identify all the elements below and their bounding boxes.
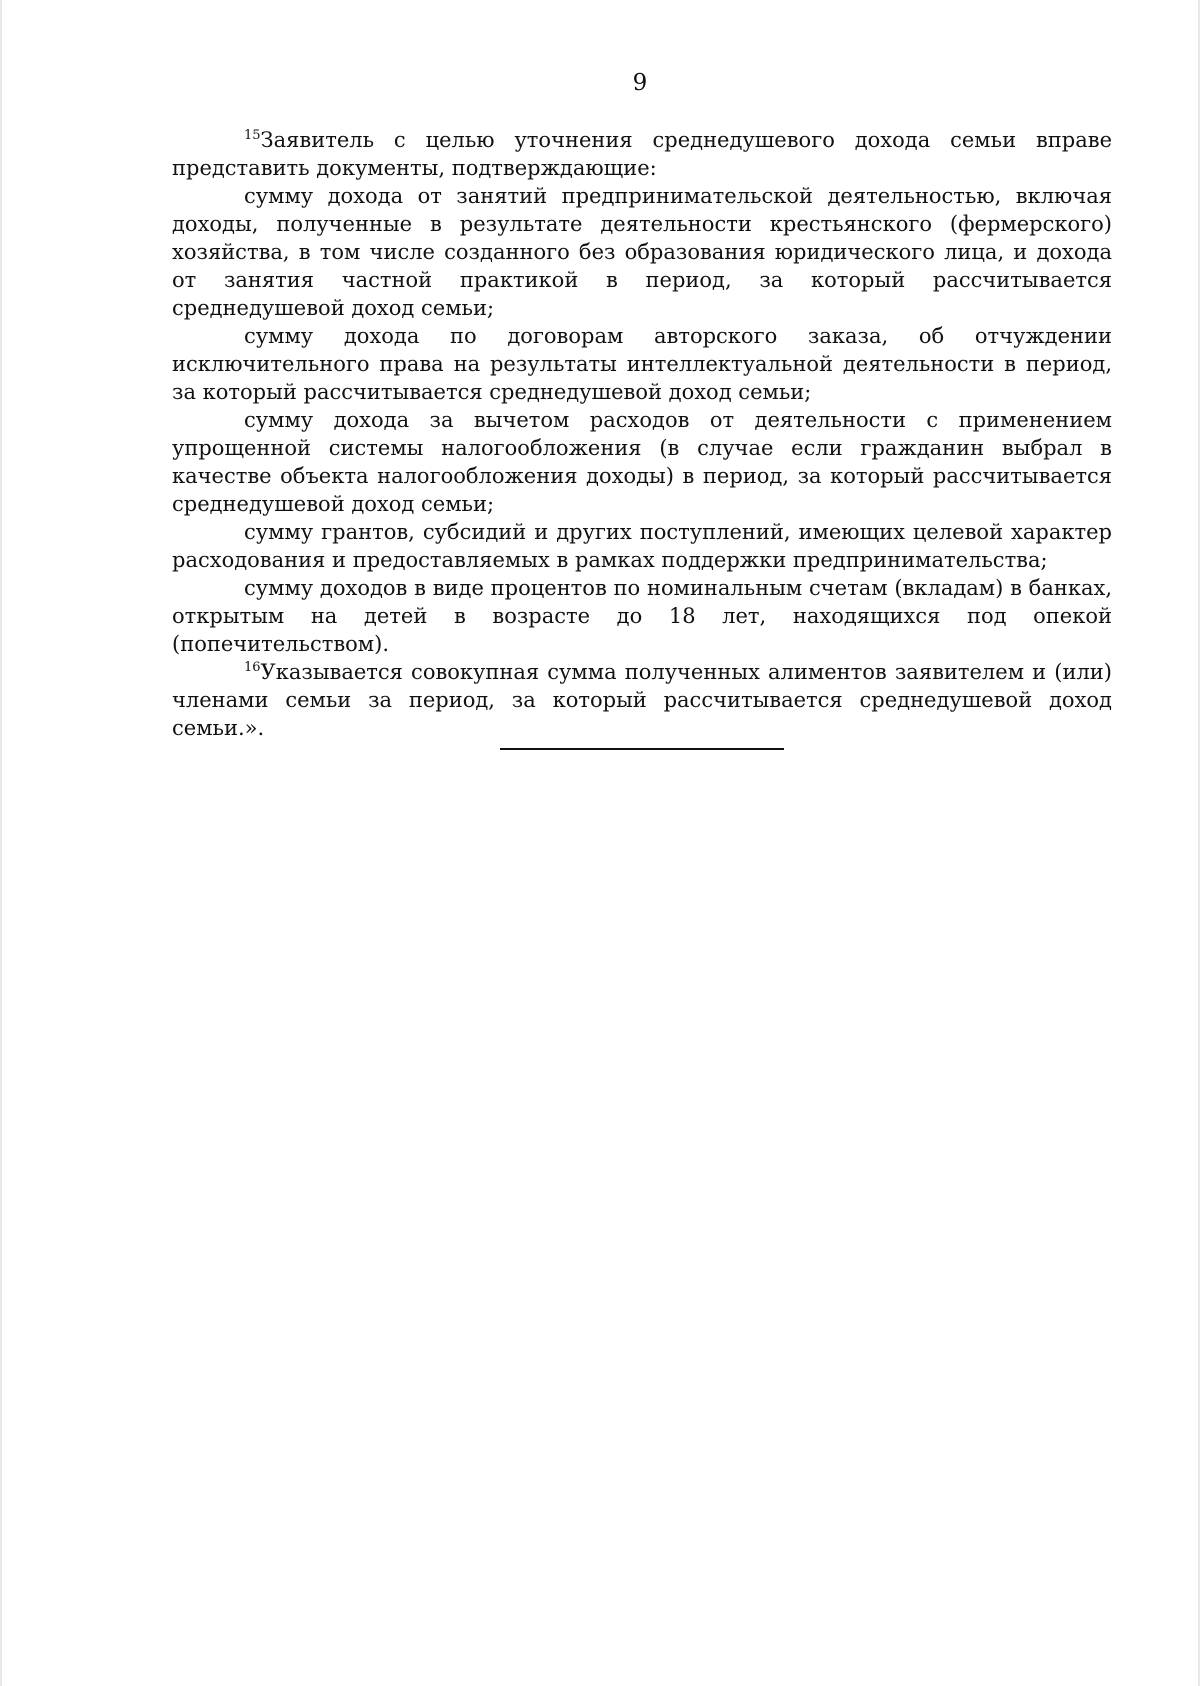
grants-text: сумму грантов, субсидий и других поступлений, имеющих целевой характер расходования и предоставляемых в рамках поддержки предпринимательства; xyxy=(172,520,1112,572)
end-separator-line xyxy=(500,748,784,750)
footnote-marker-15: 15 xyxy=(244,128,261,143)
author-contract-text: сумму дохода по договорам авторского заказа, об отчуждении исключительного права на результаты интеллектуальной деятельности в период, за который рассчитывается среднедушевой доход семьи; xyxy=(172,324,1112,404)
footnote-16-paragraph xyxy=(172,658,1112,742)
interest-income-paragraph xyxy=(172,574,1112,658)
footnote-15-text: Заявитель с целью уточнения среднедушевого дохода семьи вправе представить документы, подтверждающие: xyxy=(172,128,1112,180)
scan-edge-left xyxy=(0,0,2,1686)
simplified-tax-paragraph xyxy=(172,406,1112,518)
business-income-text: сумму дохода от занятий предпринимательской деятельностью, включая доходы, полученные в результате деятельности крестьянского (фермерского) хозяйства, в том числе созданного без образования юридического лица, и дохода от занятия частной практикой в период, за который рассчитывается среднедушевой доход семьи; xyxy=(172,184,1112,320)
interest-income-text: сумму доходов в виде процентов по номинальным счетам (вкладам) в банках, открытым на детей в возрасте до 18 лет, находящихся под опекой (попечительством). xyxy=(172,576,1112,656)
simplified-tax-text: сумму дохода за вычетом расходов от деятельности с применением упрощенной системы налогообложения (в случае если гражданин выбрал в качестве объекта налогообложения доходы) в период, за который рассчитывается среднедушевой доход семьи; xyxy=(172,408,1112,516)
business-income-paragraph xyxy=(172,182,1112,322)
grants-paragraph xyxy=(172,518,1112,574)
footnote-16-text: Указывается совокупная сумма полученных алиментов заявителем и (или) членами семьи за период, за который рассчитывается среднедушевой доход семьи.». xyxy=(172,660,1112,740)
document-body xyxy=(172,126,1112,742)
author-contract-paragraph xyxy=(172,322,1112,406)
footnote-marker-16: 16 xyxy=(244,660,261,675)
page-number: 9 xyxy=(632,70,648,96)
footnote-15-paragraph xyxy=(172,126,1112,182)
